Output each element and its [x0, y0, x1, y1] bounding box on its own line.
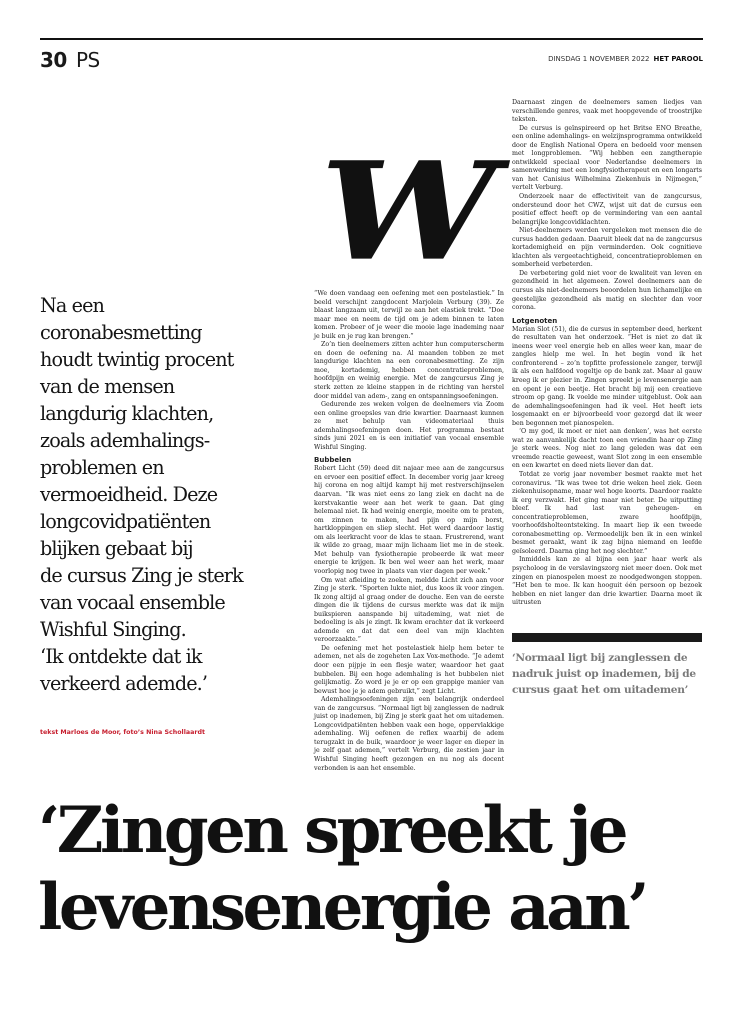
intro-line: longcovidpatiënten — [40, 510, 211, 533]
paragraph: Marian Slot (51), die de cursus in september deed, herkent de resultaten van het onderzoek. “Het is niet zo dat ik ineens weer veel energie heb en alles weer kan, maar de zangles hielp me wel. In het begin vond ik het confronterend – zo’n topfitte professionele zanger, terwijl ik als een halfdood vogeltje op de bank zat. Maar al gauw kreeg ik er plezier in. Zingen spreekt je levensenergie aan en opent je een beetje. Het bracht bij mij een creatieve stroom op gang. Ik voelde me minder uitgeblust. Ook aan de ademhalingsoefeningen had ik veel. Het heeft iets losgemaakt en er bijvoorbeeld voor gezorgd dat ik weer ben begonnen met pianospelen. — [512, 325, 702, 427]
intro-line: blijken gebaat bij — [40, 537, 193, 560]
paragraph: ‘O my god, ik moet er niet aan denken’, was het eerste wat ze aanvankelijk dacht toen een vriendin haar op Zing je sterk wees. Nog niet zo lang geleden was dat een vreemde reactie geweest, want Slot zong in een ensemble en een kwartet en deed niets liever dan dat. — [512, 428, 702, 470]
issue-date: DINSDAG 1 NOVEMBER 2022 — [548, 55, 650, 63]
dateline — [548, 55, 703, 63]
headline-line: levensenergie aan’ — [38, 870, 646, 945]
intro-lead — [40, 292, 272, 697]
paragraph: Niet-deelnemers werden vergeleken met mensen die de cursus hadden gedaan. Daaruit bleek dat na de zangcursus kortademigheid en pijn verminderden. Ook cognitieve klachten als vergeetachtigheid, concentratieproblemen en somberheid verbeterden. — [512, 227, 702, 269]
paragraph: De cursus is geïnspireerd op het Britse ENO Breathe, een online ademhalings- en welzijnsprogramma ontwikkeld door de English National Opera en bedoeld voor mensen met longproblemen. “Wij hebben een zangtherapie ontwikkeld speciaal voor Nederlandse deelnemers in samenwerking met een longfysiotherapeut en een longarts van het Canisius Wilhelmina Ziekenhuis in Nijmegen,” vertelt Verburg. — [512, 124, 702, 192]
intro-line: Wishful Singing. — [40, 618, 186, 641]
paragraph: Om wat afleiding te zoeken, meldde Licht zich aan voor Zing je sterk. “Sporten lukte niet, dus koos ik voor zingen. Ik zong altijd al graag onder de douche. Een van de eerste dingen die ik tijdens de cursus merkte was dat ik mijn buikspieren aanspande bij uitademing, wat niet de bedoeling is als je zingt. Ik kwam erachter dat ik verkeerd ademde en dat dat een deel van mijn klachten veroorzaakte.” — [314, 576, 504, 644]
paragraph: Onderzoek naar de effectiviteit van de zangcursus, ondersteund door het CWZ, wijst uit dat de cursus een positief effect heeft op de vermindering van een aantal belangrijke longcovidklachten. — [512, 193, 702, 226]
paragraph: De verbetering gold niet voor de kwaliteit van leven en gezondheid in het algemeen. Zowel deelnemers aan de cursus als niet-deelnemers beoordelen hun lichamelijke en geestelijke gezondheid als matig en slechter dan voor corona. — [512, 269, 702, 312]
intro-line: zoals ademhalings- — [40, 429, 210, 452]
pull-quote-line: ‘Normaal ligt bij zanglessen de — [512, 652, 688, 664]
intro-line: van de mensen — [40, 375, 175, 398]
intro-line: houdt twintig procent — [40, 348, 234, 371]
intro-line: coronabesmetting — [40, 321, 202, 344]
paragraph: Zo’n tien deelnemers zitten achter hun computerscherm en doen de oefening na. Al maanden tobben ze met langdurige klachten na een coronabesmetting. Ze zijn moe, kortademig, hebben concentratieproblemen, hoofdpijn en weinig energie. Met de zangcursus Zing je sterk zetten ze kleine stappen in de richting van herstel door middel van adem-, zang en ontspanningsoefeningen. — [314, 341, 504, 400]
paragraph: De oefening met het postelastiek hielp hem beter te ademen, net als de zogeheten Lax Vox-methode. “Je ademt door een pijpje in een flesje water, waardoor het gaat bubbelen. Bij een hoge ademhaling is het bubbelen niet gelijkmatig. Zo word je je er op een grappige manier van bewust hoe je je adem gebruikt,” zegt Licht. — [314, 644, 504, 695]
intro-line: langdurig klachten, — [40, 402, 214, 425]
intro-line: ‘Ik ontdekte dat ik — [40, 645, 202, 668]
svg-text:W: W — [320, 131, 498, 291]
paragraph: Daarnaast zingen de deelnemers samen liedjes van verschillende genres, vaak met hoopgevende of troostrijke teksten. — [512, 99, 702, 124]
paragraph: Totdat ze vorig jaar november besmet raakte met het coronavirus. “Ik was twee tot drie weken heel ziek. Geen ziekenhuisopname, maar wel hoge koorts. Daardoor raakte ik erg verzwakt. Het ging maar niet beter. De uitputting bleef. Ik had last van geheugen- en concentratieproblemen, zware hoofdpijn, voorhoofdsholteontsteking. In maart liep ik een tweede coronabesmetting op. Vermoedelijk ben ik in een winkel besmet geraakt, want ik zag bijna niemand en leefde geïsoleerd. Daarna ging het nog slechter.” — [512, 470, 702, 555]
article-column-2 — [512, 99, 702, 608]
section-label: PS — [76, 48, 100, 72]
article-column-1 — [314, 290, 504, 773]
pull-quote-bar — [512, 633, 702, 642]
headline — [38, 792, 646, 946]
newspaper-name: HET PAROOL — [653, 55, 703, 63]
paragraph: Ademhalingsoefeningen zijn een belangrijk onderdeel van de zangcursus. “Normaal ligt bij zanglessen de nadruk juist op inademen, bij Zing je sterk gaat het om uitademen. Longcovidpatiënten hebben vaak een hoge, oppervlakkige ademhaling. Wij oefenen de reflex waarbij de adem terugzakt in de buik, waardoor je weer lager en dieper in je zelf gaat ademen,” vertelt Verburg, die zestien jaar in Wishful Singing heeft gezongen en nu nog als docent verbonden is aan het ensemble. — [314, 696, 504, 772]
intro-line: verkeerd ademde.’ — [40, 672, 208, 695]
drop-cap-w — [316, 131, 498, 291]
paragraph: Gedurende zes weken volgen de deelnemers via Zoom een online groepsles van drie kwartier. Daarnaast kunnen ze met behulp van videomateriaal thuis ademhalingsoefeningen doen. Het programma bestaat sinds juni 2021 en is een initiatief van vocaal ensemble Wishful Singing. — [314, 401, 504, 451]
intro-line: van vocaal ensemble — [40, 591, 225, 614]
byline-credit: tekst Marloes de Moor, foto’s Nina Schollaardt — [40, 729, 205, 736]
intro-line: de cursus Zing je sterk — [40, 564, 243, 587]
intro-line: problemen en — [40, 456, 164, 479]
headline-line: ‘Zingen spreekt je — [38, 793, 626, 868]
paragraph: Robert Licht (59) deed dit najaar mee aan de zangcursus en ervoer een positief effect. In december vorig jaar kreeg hij corona en nog altijd kampt hij met restverschijnselen daarvan. “Ik was niet eens zo lang ziek en dacht na de kerstvakantie weer aan het werk te gaan. Dat ging helemaal niet. Ik had weinig energie, moeite om te praten, om zinnen te maken, had pijn op mijn borst, hartkloppingen en sliep slecht. Het werd daardoor lastig om als leerkracht voor de klas te staan. Frustrerend, want ik wilde zo graag, maar mijn lichaam liet me in de steek. Met behulp van fysiotherapie probeerde ik wat meer energie te krijgen. Ik ben wel weer aan het werk, maar voorlopig nog twee in plaats van vier dagen per week.” — [314, 465, 504, 575]
subheading: Bubbelen — [314, 456, 352, 465]
pull-quote-line: cursus gaat het om uitademen’ — [512, 684, 689, 696]
paragraph: “We doen vandaag een oefening met een postelastiek.” In beeld verschijnt zangdocent Marjolein Verburg (39). Ze blaast langzaam uit, terwijl ze aan het elastiek trekt. “Doe maar mee en neem de tijd om je adem binnen te laten komen. Probeer of je weer die mooie lage inademing naar je buik en je rug kan brengen.” — [314, 290, 504, 340]
intro-line: Na een — [40, 294, 104, 317]
subheading: Lotgenoten — [512, 316, 558, 325]
pull-quote — [512, 650, 712, 698]
intro-line: vermoeidheid. Deze — [40, 483, 218, 506]
paragraph: Inmiddels kan ze al bijna een jaar haar werk als psycholoog in de verslavingszorg niet meer doen. Ook met zingen en pianospelen moest ze noodgedwongen stoppen. “Het ben te moe. Ik kan hooguit één persoon op bezoek hebben en niet langer dan drie kwartier. Daarna moet ik uitrusten — [512, 556, 702, 607]
page-number: 30 — [40, 48, 67, 72]
pull-quote-line: nadruk juist op inademen, bij de — [512, 668, 696, 680]
masthead-rule — [40, 38, 703, 40]
